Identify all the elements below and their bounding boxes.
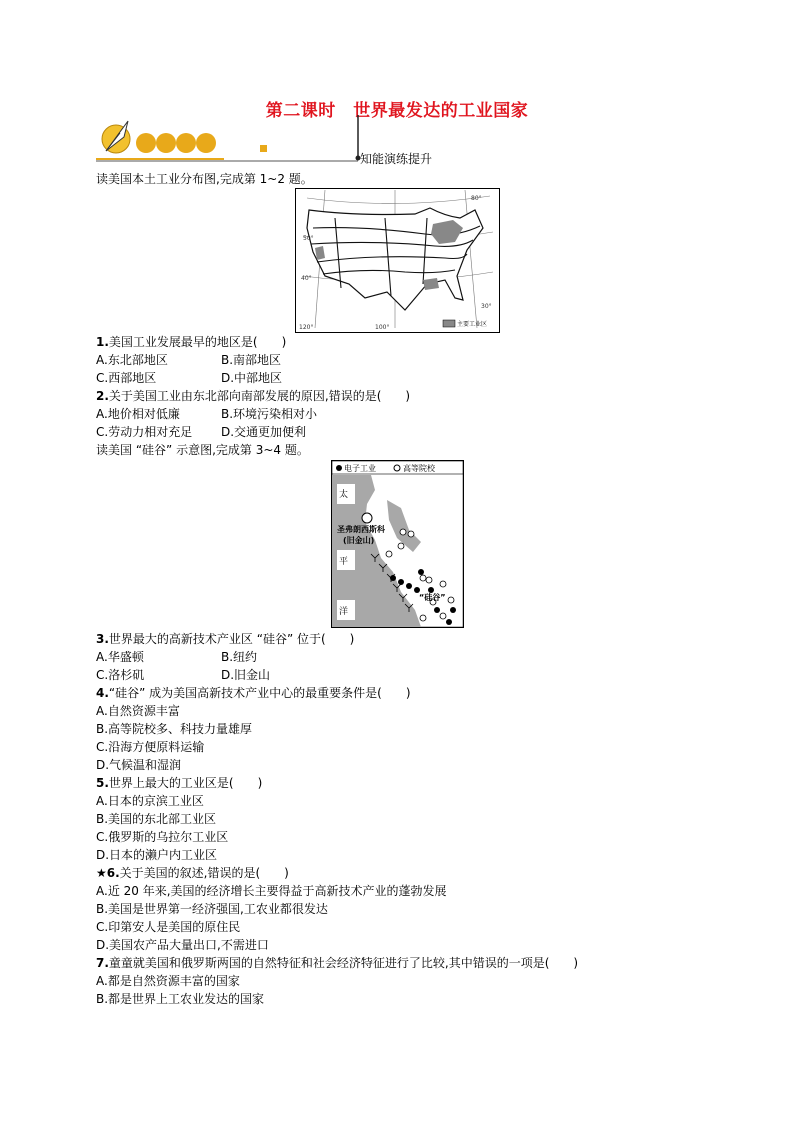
map1-legend: 主要工业区 [457, 321, 488, 328]
question-6: ★6.关于美国的叙述,错误的是( ) [96, 866, 289, 880]
q5-option-c: C.俄罗斯的乌拉尔工业区 [96, 830, 229, 844]
q3-options-row-1: A.华盛顿 B.纽约 [96, 650, 258, 664]
q1-options-row-1: A.东北部地区 B.南部地区 [96, 353, 282, 367]
svg-text:“硅谷”: “硅谷” [419, 593, 446, 602]
intro-2: 读美国 “硅谷” 示意图,完成第 3~4 题。 [96, 443, 309, 457]
us-industry-map [295, 188, 500, 333]
question-7: 7.童童就美国和俄罗斯两国的自然特征和社会经济特征进行了比较,其中错误的一项是( ) [96, 956, 579, 970]
question-1: 1.美国工业发展最早的地区是( ) [96, 335, 287, 349]
section-label: 知能演练提升 [360, 152, 433, 166]
q4-option-a: A.自然资源丰富 [96, 704, 180, 718]
svg-text:电子工业: 电子工业 [344, 464, 376, 473]
svg-text:太: 太 [339, 490, 349, 500]
question-3: 3.世界最大的高新技术产业区 “硅谷” 位于( ) [96, 632, 355, 646]
svg-text:(旧金山): (旧金山) [343, 536, 375, 545]
svg-text:平: 平 [339, 557, 349, 567]
q4-option-b: B.高等院校多、科技力量雄厚 [96, 722, 253, 736]
q5-option-a: A.日本的京滨工业区 [96, 794, 204, 808]
question-5: 5.世界上最大的工业区是( ) [96, 776, 263, 790]
q3-options-row-2: C.洛杉矶 D.旧金山 [96, 668, 271, 682]
svg-text:80°: 80° [471, 195, 482, 202]
q2-options-row-1: A.地价相对低廉 B.环境污染相对小 [96, 407, 318, 421]
gold-circles-decoration [136, 133, 216, 153]
svg-text:圣弗朗西斯科: 圣弗朗西斯科 [337, 525, 385, 534]
page-title: 第二课时 世界最发达的工业国家 [265, 101, 529, 121]
question-4: 4.“硅谷” 成为美国高新技术产业中心的最重要条件是( ) [96, 686, 411, 700]
q1-options-row-2: C.西部地区 D.中部地区 [96, 371, 283, 385]
q5-option-d: D.日本的濑户内工业区 [96, 848, 218, 862]
quill-icon [102, 121, 130, 153]
svg-text:高等院校: 高等院校 [403, 464, 435, 473]
small-square-decoration [260, 145, 267, 152]
q2-options-row-2: C.劳动力相对充足 D.交通更加便利 [96, 425, 307, 439]
q4-option-d: D.气候温和湿润 [96, 758, 182, 772]
intro-1: 读美国本土工业分布图,完成第 1~2 题。 [96, 172, 313, 186]
svg-text:100°: 100° [375, 324, 390, 331]
q5-option-b: B.美国的东北部工业区 [96, 812, 217, 826]
svg-text:50°: 50° [303, 235, 314, 242]
q7-option-b: B.都是世界上工农业发达的国家 [96, 992, 265, 1006]
svg-text:40°: 40° [301, 275, 312, 282]
q7-option-a: A.都是自然资源丰富的国家 [96, 974, 240, 988]
svg-text:120°: 120° [299, 324, 314, 331]
silicon-valley-map [331, 460, 464, 628]
q4-option-c: C.沿海方便原料运输 [96, 740, 205, 754]
svg-text:洋: 洋 [339, 607, 349, 617]
q6-option-a: A.近 20 年来,美国的经济增长主要得益于高新技术产业的蓬勃发展 [96, 884, 447, 898]
question-2: 2.关于美国工业由东北部向南部发展的原因,错误的是( ) [96, 389, 411, 403]
q6-option-b: B.美国是世界第一经济强国,工农业都很发达 [96, 902, 328, 916]
svg-text:30°: 30° [481, 303, 492, 310]
q6-option-d: D.美国农产品大量出口,不需进口 [96, 938, 269, 952]
q6-option-c: C.印第安人是美国的原住民 [96, 920, 241, 934]
